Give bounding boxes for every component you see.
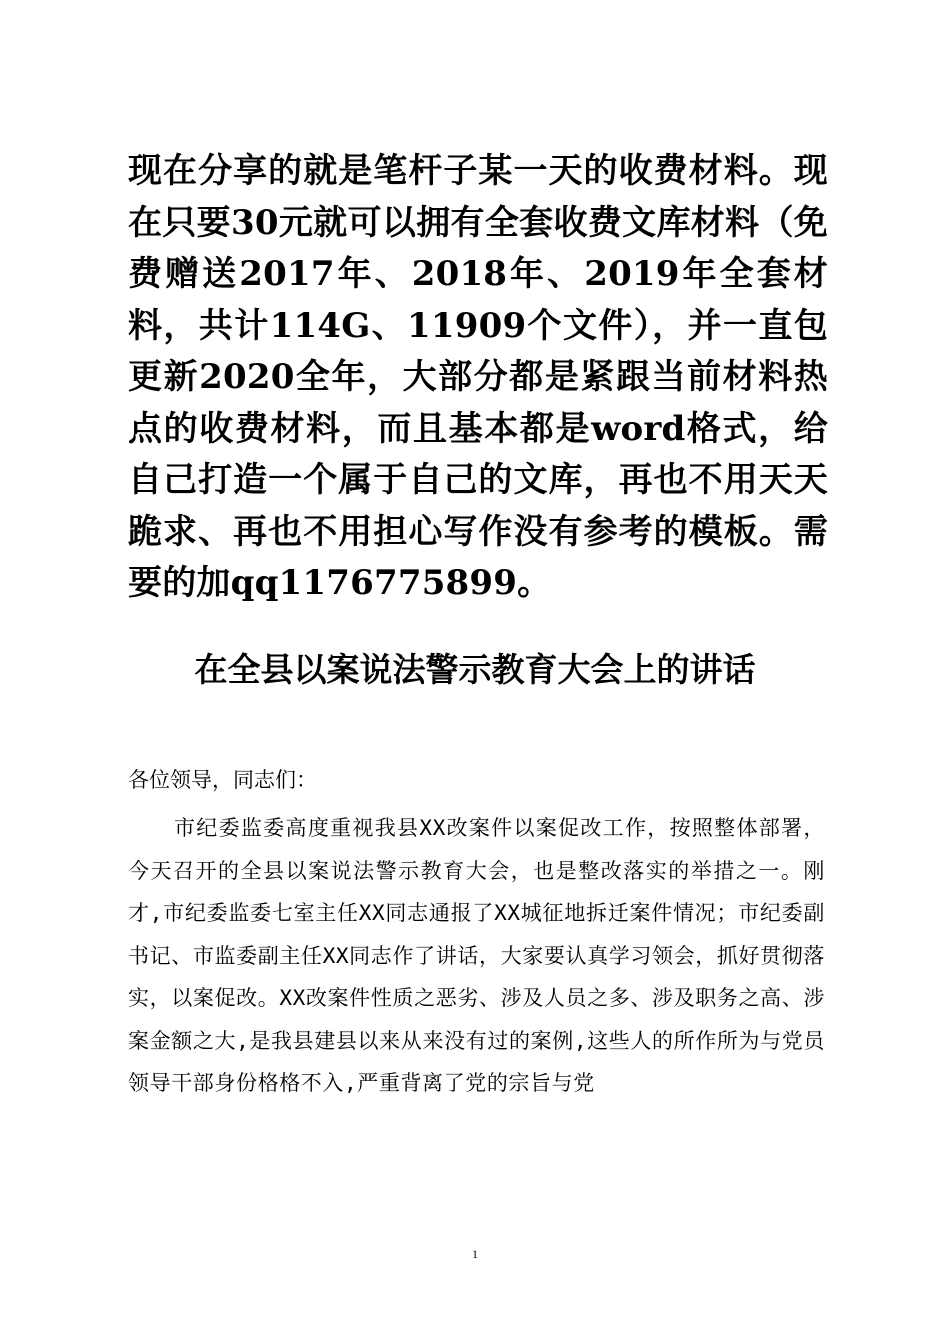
- salutation: 各位领导，同志们：: [128, 768, 317, 792]
- body-paragraph: 市纪委监委高度重视我县XX改案件以案促改工作，按照整体部署，今天召开的全县以案说法警示教育大会，也是整改落实的举措之一。刚才,市纪委监委七室主任XX同志通报了XX城征地拆迁案件情况；市纪委副书记、市监委副主任XX同志作了讲话，大家要认真学习领会，抓好贯彻落实，以案促改。XX改案件性质之恶劣、涉及人员之多、涉及职务之高、涉案金额之大,是我县建县以来从来没有过的案例,这些人的所作所为与党员领导干部身份格格不入,严重背离了党的宗旨与党: [128, 816, 825, 1095]
- page-number: 1: [472, 1247, 478, 1261]
- promo-paragraph: 现在分享的就是笔杆子某一天的收费材料。现在只要30元就可以拥有全套收费文库材料（免费赠送2017年、2018年、2019年全套材料，共计114G、11909个文件），并一直包更新2020全年，大部分都是紧跟当前材料热点的收费材料，而且基本都是word格式，给自己打造一个属于自己的文库，再也不用天天跪求、再也不用担心写作没有参考的模板。需要的加qq1176775899。: [128, 151, 828, 603]
- document-title: 在全县以案说法警示教育大会上的讲话: [194, 650, 756, 689]
